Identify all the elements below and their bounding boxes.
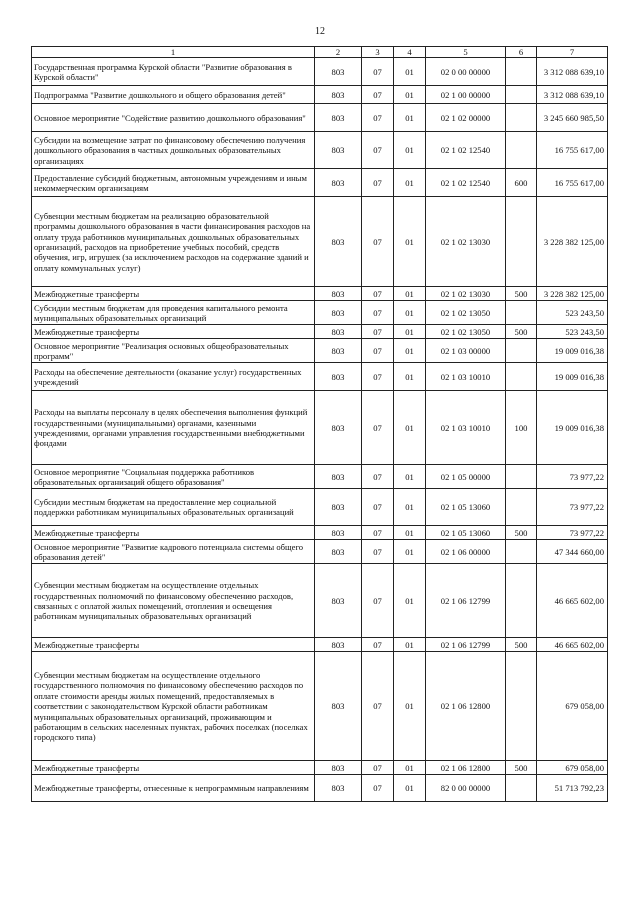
cell-c7: 679 058,00 — [537, 761, 608, 775]
cell-c2: 803 — [315, 58, 362, 86]
cell-c3: 07 — [362, 339, 394, 363]
cell-c6: 500 — [506, 287, 537, 301]
cell-c2: 803 — [315, 465, 362, 489]
cell-c3: 07 — [362, 638, 394, 652]
cell-c4: 01 — [394, 652, 426, 761]
cell-c3: 07 — [362, 169, 394, 197]
cell-c7: 73 977,22 — [537, 526, 608, 540]
cell-c4: 01 — [394, 287, 426, 301]
row-name-cell: Субсидии местным бюджетам на предоставление мер социальной поддержки работникам муниципальных образовательных организаций — [32, 489, 315, 526]
row-name-cell: Субсидии на возмещение затрат по финансовому обеспечению получения дошкольного образования в частных дошкольных образовательных организациях — [32, 132, 315, 169]
cell-c3: 07 — [362, 391, 394, 465]
row-name-cell: Предоставление субсидий бюджетным, автономным учреждениям и иным некоммерческим организациям — [32, 169, 315, 197]
cell-c2: 803 — [315, 86, 362, 104]
table-row — [32, 489, 608, 526]
row-name-cell: Расходы на выплаты персоналу в целях обеспечения выполнения функций государственными (муниципальными) органами, казенными учреждениями, органами управления государственными внебюджетными фондами — [32, 391, 315, 465]
cell-c4: 01 — [394, 197, 426, 287]
cell-c2: 803 — [315, 489, 362, 526]
cell-c5: 02 1 02 12540 — [426, 169, 506, 197]
cell-c3: 07 — [362, 564, 394, 638]
cell-c5: 02 1 06 12800 — [426, 761, 506, 775]
row-name-cell: Основное мероприятие "Содействие развитию дошкольного образования" — [32, 104, 315, 132]
cell-c5: 02 1 03 10010 — [426, 363, 506, 391]
column-header: 5 — [426, 47, 506, 58]
cell-c5: 02 1 06 00000 — [426, 540, 506, 564]
row-name-cell: Межбюджетные трансферты — [32, 287, 315, 301]
table-row — [32, 465, 608, 489]
cell-c2: 803 — [315, 287, 362, 301]
cell-c6: 500 — [506, 325, 537, 339]
cell-c7: 46 665 602,00 — [537, 638, 608, 652]
cell-c3: 07 — [362, 58, 394, 86]
cell-c7: 19 009 016,38 — [537, 363, 608, 391]
cell-c4: 01 — [394, 638, 426, 652]
cell-c6 — [506, 564, 537, 638]
cell-c7: 19 009 016,38 — [537, 339, 608, 363]
cell-c5: 02 1 06 12800 — [426, 652, 506, 761]
row-name-cell: Подпрограмма "Развитие дошкольного и общего образования детей" — [32, 86, 315, 104]
cell-c3: 07 — [362, 301, 394, 325]
cell-c4: 01 — [394, 761, 426, 775]
cell-c2: 803 — [315, 169, 362, 197]
cell-c2: 803 — [315, 339, 362, 363]
cell-c3: 07 — [362, 325, 394, 339]
cell-c4: 01 — [394, 775, 426, 802]
cell-c5: 02 1 02 13030 — [426, 287, 506, 301]
cell-c4: 01 — [394, 169, 426, 197]
cell-c3: 07 — [362, 104, 394, 132]
cell-c2: 803 — [315, 564, 362, 638]
row-name-cell: Основное мероприятие "Социальная поддержка работников образовательных организаций общего образования" — [32, 465, 315, 489]
row-name-cell: Субвенции местным бюджетам на осуществление отдельного государственного полномочия по финансовому обеспечению расходов по оплате стоимости аренды жилых помещений, предоставляемых в соответствии с законодательством Курской области работникам муниципальных образовательных организаций, проживающим и работающим в сельских населенных пунктах, рабочих поселках (поселках городского типа) — [32, 652, 315, 761]
table-row — [32, 104, 608, 132]
cell-c7: 3 245 660 985,50 — [537, 104, 608, 132]
column-header: 6 — [506, 47, 537, 58]
cell-c7: 3 312 088 639,10 — [537, 86, 608, 104]
cell-c7: 3 228 382 125,00 — [537, 287, 608, 301]
cell-c6: 600 — [506, 169, 537, 197]
cell-c7: 3 228 382 125,00 — [537, 197, 608, 287]
cell-c6 — [506, 540, 537, 564]
row-name-cell: Субвенции местным бюджетам на реализацию образовательной программы дошкольного образования в части финансирования расходов на оплату труда работников муниципальных дошкольных образовательных организаций, расходов на приобретение учебных пособий, средств обучения, игр, игрушек (за исключением расходов на содержание зданий и оплату коммунальных услуг) — [32, 197, 315, 287]
cell-c4: 01 — [394, 325, 426, 339]
cell-c4: 01 — [394, 540, 426, 564]
table-row — [32, 58, 608, 86]
cell-c7: 16 755 617,00 — [537, 169, 608, 197]
row-name-cell: Основное мероприятие "Развитие кадрового потенциала системы общего образования детей" — [32, 540, 315, 564]
row-name-cell: Межбюджетные трансферты — [32, 761, 315, 775]
cell-c7: 3 312 088 639,10 — [537, 58, 608, 86]
table-row — [32, 363, 608, 391]
cell-c6: 500 — [506, 638, 537, 652]
cell-c7: 523 243,50 — [537, 301, 608, 325]
row-name-cell: Межбюджетные трансферты — [32, 325, 315, 339]
cell-c3: 07 — [362, 526, 394, 540]
cell-c6 — [506, 86, 537, 104]
cell-c6 — [506, 132, 537, 169]
cell-c4: 01 — [394, 526, 426, 540]
cell-c5: 02 1 00 00000 — [426, 86, 506, 104]
column-header: 4 — [394, 47, 426, 58]
cell-c5: 02 1 02 00000 — [426, 104, 506, 132]
table-row — [32, 652, 608, 761]
cell-c7: 47 344 660,00 — [537, 540, 608, 564]
cell-c2: 803 — [315, 132, 362, 169]
cell-c6 — [506, 775, 537, 802]
table-row — [32, 564, 608, 638]
cell-c6 — [506, 465, 537, 489]
cell-c4: 01 — [394, 86, 426, 104]
cell-c2: 803 — [315, 104, 362, 132]
column-header: 7 — [537, 47, 608, 58]
cell-c5: 02 1 03 10010 — [426, 391, 506, 465]
cell-c5: 02 1 05 13060 — [426, 526, 506, 540]
table-row — [32, 169, 608, 197]
cell-c4: 01 — [394, 465, 426, 489]
cell-c7: 523 243,50 — [537, 325, 608, 339]
cell-c2: 803 — [315, 526, 362, 540]
cell-c4: 01 — [394, 58, 426, 86]
cell-c3: 07 — [362, 86, 394, 104]
cell-c6: 500 — [506, 761, 537, 775]
cell-c3: 07 — [362, 489, 394, 526]
cell-c6: 100 — [506, 391, 537, 465]
cell-c6 — [506, 652, 537, 761]
table-row — [32, 526, 608, 540]
cell-c7: 46 665 602,00 — [537, 564, 608, 638]
cell-c5: 02 1 05 13060 — [426, 489, 506, 526]
page-number: 12 — [315, 26, 325, 37]
table-row — [32, 775, 608, 802]
cell-c2: 803 — [315, 540, 362, 564]
cell-c7: 679 058,00 — [537, 652, 608, 761]
row-name-cell: Субсидии местным бюджетам для проведения капитального ремонта муниципальных образовательных организаций — [32, 301, 315, 325]
table-row — [32, 86, 608, 104]
table-row — [32, 339, 608, 363]
cell-c2: 803 — [315, 197, 362, 287]
cell-c4: 01 — [394, 489, 426, 526]
table-row — [32, 325, 608, 339]
column-header: 1 — [32, 47, 315, 58]
cell-c3: 07 — [362, 465, 394, 489]
cell-c7: 16 755 617,00 — [537, 132, 608, 169]
cell-c6 — [506, 104, 537, 132]
cell-c2: 803 — [315, 775, 362, 802]
row-name-cell: Основное мероприятие "Реализация основных общеобразовательных программ" — [32, 339, 315, 363]
cell-c6 — [506, 301, 537, 325]
cell-c2: 803 — [315, 652, 362, 761]
row-name-cell: Государственная программа Курской области "Развитие образования в Курской области" — [32, 58, 315, 86]
table-row — [32, 301, 608, 325]
cell-c5: 02 1 06 12799 — [426, 564, 506, 638]
cell-c4: 01 — [394, 339, 426, 363]
cell-c3: 07 — [362, 197, 394, 287]
cell-c5: 02 1 03 00000 — [426, 339, 506, 363]
table-row — [32, 638, 608, 652]
cell-c2: 803 — [315, 301, 362, 325]
row-name-cell: Субвенции местным бюджетам на осуществление отдельных государственных полномочий по финансовому обеспечению расходов, связанных с оплатой жилых помещений, отопления и освещения работникам муниципальных образовательных организаций — [32, 564, 315, 638]
row-name-cell: Расходы на обеспечение деятельности (оказание услуг) государственных учреждений — [32, 363, 315, 391]
cell-c7: 73 977,22 — [537, 489, 608, 526]
column-header: 2 — [315, 47, 362, 58]
cell-c2: 803 — [315, 391, 362, 465]
cell-c4: 01 — [394, 301, 426, 325]
cell-c4: 01 — [394, 363, 426, 391]
table-row — [32, 197, 608, 287]
row-name-cell: Межбюджетные трансферты — [32, 638, 315, 652]
cell-c2: 803 — [315, 363, 362, 391]
cell-c3: 07 — [362, 363, 394, 391]
cell-c6 — [506, 489, 537, 526]
cell-c2: 803 — [315, 638, 362, 652]
cell-c3: 07 — [362, 761, 394, 775]
cell-c5: 82 0 00 00000 — [426, 775, 506, 802]
cell-c4: 01 — [394, 132, 426, 169]
cell-c7: 51 713 792,23 — [537, 775, 608, 802]
cell-c3: 07 — [362, 540, 394, 564]
cell-c5: 02 1 06 12799 — [426, 638, 506, 652]
cell-c4: 01 — [394, 391, 426, 465]
table-row — [32, 287, 608, 301]
cell-c3: 07 — [362, 132, 394, 169]
row-name-cell: Межбюджетные трансферты — [32, 526, 315, 540]
cell-c5: 02 1 02 12540 — [426, 132, 506, 169]
cell-c4: 01 — [394, 104, 426, 132]
cell-c3: 07 — [362, 287, 394, 301]
table-row — [32, 540, 608, 564]
cell-c5: 02 0 00 00000 — [426, 58, 506, 86]
cell-c7: 73 977,22 — [537, 465, 608, 489]
cell-c2: 803 — [315, 325, 362, 339]
cell-c5: 02 1 02 13050 — [426, 325, 506, 339]
cell-c5: 02 1 02 13050 — [426, 301, 506, 325]
cell-c5: 02 1 05 00000 — [426, 465, 506, 489]
table-row — [32, 391, 608, 465]
cell-c3: 07 — [362, 652, 394, 761]
cell-c4: 01 — [394, 564, 426, 638]
cell-c6: 500 — [506, 526, 537, 540]
cell-c6 — [506, 58, 537, 86]
row-name-cell: Межбюджетные трансферты, отнесенные к непрограммным направлениям — [32, 775, 315, 802]
cell-c6 — [506, 339, 537, 363]
header-row — [32, 47, 608, 58]
cell-c6 — [506, 363, 537, 391]
cell-c7: 19 009 016,38 — [537, 391, 608, 465]
column-header: 3 — [362, 47, 394, 58]
budget-table — [31, 46, 608, 802]
table-row — [32, 761, 608, 775]
table-row — [32, 132, 608, 169]
cell-c5: 02 1 02 13030 — [426, 197, 506, 287]
cell-c3: 07 — [362, 775, 394, 802]
cell-c6 — [506, 197, 537, 287]
cell-c2: 803 — [315, 761, 362, 775]
